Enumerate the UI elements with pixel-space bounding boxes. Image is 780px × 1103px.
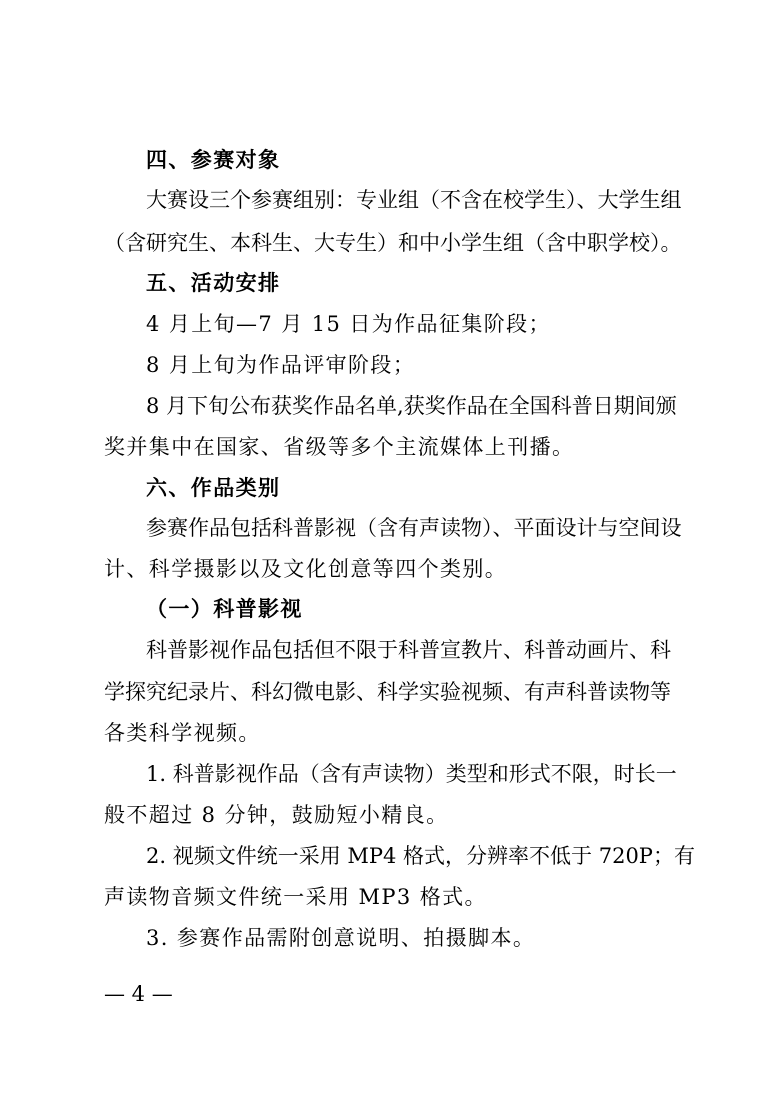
- section-4-paragraph-line-1: 大赛设三个参赛组别：专业组（不含在校学生）、大学生组: [146, 188, 682, 212]
- list-item-2-line-1: 2. 视频文件统一采用 MP4 格式，分辨率不低于 720P；有: [146, 844, 695, 868]
- list-item-3: 3. 参赛作品需附创意说明、拍摄脚本。: [146, 926, 536, 950]
- section-5-item-3-line-2: 奖并集中在国家、省级等多个主流媒体上刊播。: [104, 435, 575, 459]
- section-5-item-3-line-1: 8 月下旬公布获奖作品名单,获奖作品在全国科普日期间颁: [146, 394, 677, 418]
- list-item-2-line-2: 声读物音频文件统一采用 MP3 格式。: [104, 885, 487, 909]
- section-6-paragraph-line-2: 计、科学摄影以及文化创意等四个类别。: [104, 557, 508, 581]
- list-item-1-line-1: 1. 科普影视作品（含有声读物）类型和形式不限，时长一: [146, 762, 677, 786]
- section-5-item-2: 8 月上旬为作品评审阶段；: [146, 353, 416, 377]
- section-6-heading: 六、作品类别: [146, 476, 281, 500]
- section-5-heading: 五、活动安排: [146, 271, 281, 295]
- section-4-paragraph-line-2: （含研究生、本科生、大专生）和中小学生组（含中职学校）。: [104, 231, 682, 255]
- page-number: — 4 —: [104, 982, 173, 1006]
- subsection-6-1-paragraph-line-1: 科普影视作品包括但不限于科普宣教片、科普动画片、科: [146, 638, 671, 662]
- section-6-paragraph-line-1: 参赛作品包括科普影视（含有声读物）、平面设计与空间设: [146, 516, 682, 540]
- subsection-6-1-paragraph-line-3: 各类科学视频。: [104, 721, 261, 745]
- subsection-6-1-paragraph-line-2: 学探究纪录片、科幻微电影、科学实验视频、有声科普读物等: [104, 680, 671, 704]
- list-item-1-line-2: 般不超过 8 分钟，鼓励短小精良。: [104, 803, 449, 827]
- section-4-heading: 四、参赛对象: [146, 148, 281, 172]
- section-5-item-1: 4 月上旬—7 月 15 日为作品征集阶段；: [146, 312, 551, 336]
- subsection-6-1-heading: （一）科普影视: [146, 597, 303, 621]
